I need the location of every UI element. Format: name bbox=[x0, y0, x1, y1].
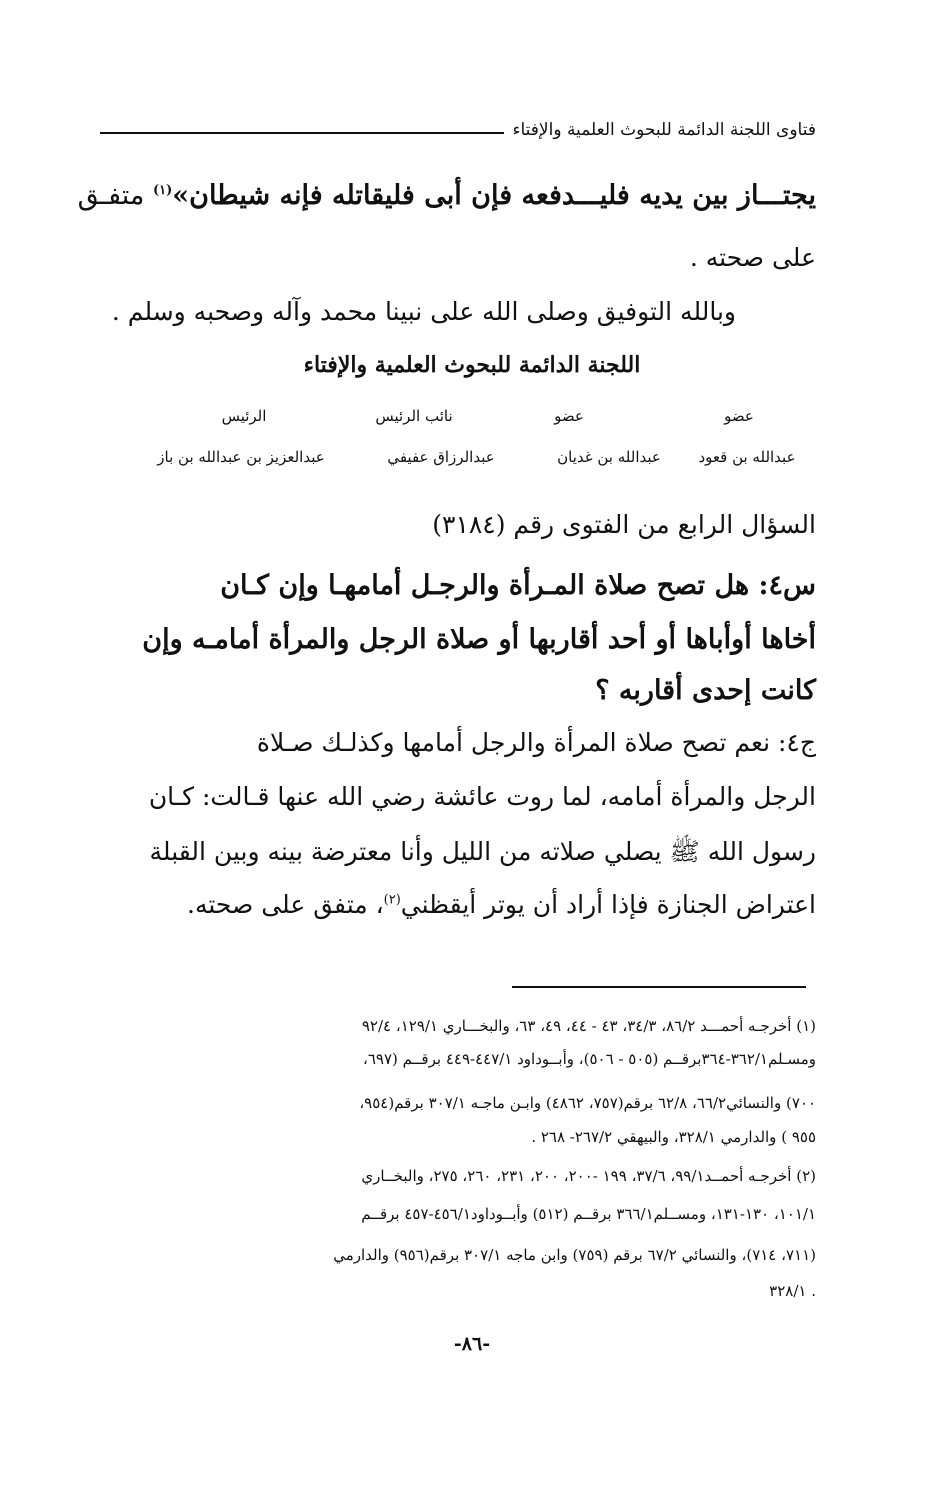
role-member-1: عضو bbox=[724, 407, 754, 425]
question-line-3: كانت إحدى أقاربه ؟ bbox=[595, 675, 816, 706]
hadith-tail: متفـق bbox=[77, 180, 153, 211]
answer-line-3: رسول الله ﷺ يصلي صلاته من الليل وأنا معترضة بينه وبين القبلة bbox=[149, 837, 816, 866]
footnote-line: ٩٥٥ ) والدارمي ٣٢٨/١، والبيهقي ٢٦٧/٢- ٢٦٨ . bbox=[531, 1128, 816, 1146]
footnote-separator bbox=[512, 986, 806, 988]
answer-text-end: اعتراض الجنازة فإذا أراد أن يوتر أيقظني bbox=[400, 890, 816, 919]
question-line-1: س٤: هل تصح صلاة المـرأة والرجـل أمامهـا وإن كـان bbox=[220, 570, 816, 601]
role-chair: الرئيس bbox=[221, 407, 267, 425]
signatory-names bbox=[100, 448, 812, 478]
header-rule bbox=[100, 132, 504, 134]
role-member-2: عضو bbox=[554, 407, 584, 425]
running-header bbox=[100, 112, 816, 148]
question-line-2: أخاها أوأباها أو أحد أقاربها أو صلاة الرجل والمرأة أمامـه وإن bbox=[142, 624, 816, 655]
hadith-line-2: على صحته . bbox=[689, 243, 816, 272]
footnote-line: ومسـلم٣٦٢/١-٣٦٤برقــم (٥٠٥ - ٥٠٦)، وأبــوداود ٤٤٧/١-٤٤٩ برقــم (٦٩٧، bbox=[363, 1050, 816, 1068]
name-chair: عبدالعزيز بن عبدالله بن باز bbox=[157, 448, 325, 466]
footnote-line: ٧٠٠) والنسائي٦٦/٢، ٦٢/٨ برقم(٧٥٧، ٤٨٦٢) وابـن ماجـه ٣٠٧/١ برقم(٩٥٤، bbox=[359, 1094, 816, 1112]
role-vice-chair: نائب الرئيس bbox=[375, 407, 453, 425]
running-title: فتاوى اللجنة الدائمة للبحوث العلمية والإفتاء bbox=[512, 120, 816, 140]
page-number: -٨٦- bbox=[453, 1333, 491, 1355]
footnote-ref-1[interactable]: (١) bbox=[152, 183, 173, 198]
footnote-line: . ٣٢٨/١ bbox=[769, 1282, 816, 1300]
name-member-1: عبدالله بن قعود bbox=[698, 448, 796, 466]
fatwa-title: السؤال الرابع من الفتوى رقم (٣١٨٤) bbox=[432, 510, 816, 539]
answer-tail: ، متفق على صحته. bbox=[187, 890, 384, 919]
hadith-line-1 bbox=[77, 180, 816, 211]
footnote-line: ١٠١/١، ١٣٠-١٣١، ومســلم٣٦٦/١ برقــم (٥١٢) وأبــوداود٤٥٦/١-٤٥٧ برقــم bbox=[361, 1205, 816, 1223]
signatory-roles bbox=[100, 407, 784, 437]
footnote-line: (٢) أخرجـه أحمــد٩٩/١، ٣٧/٦، ١٩٩ -٢٠٠، ٢٠٠، ٢٣١، ٢٦٠، ٢٧٥، والبخــاري bbox=[361, 1167, 816, 1185]
committee-heading: اللجنة الدائمة للبحوث العلمية والإفتاء bbox=[303, 352, 641, 378]
answer-line-2: الرجل والمرأة أمامه، لما روت عائشة رضي الله عنها قـالت: كـان bbox=[148, 782, 816, 811]
footnote-ref-2[interactable]: (٢) bbox=[383, 892, 401, 908]
name-vice-chair: عبدالرزاق عفيفي bbox=[387, 448, 495, 466]
closing-formula: وبالله التوفيق وصلى الله على نبينا محمد وآله وصحبه وسلم . bbox=[111, 297, 736, 326]
answer-line-1: ج٤: نعم تصح صلاة المرأة والرجل أمامها وكذلـك صـلاة bbox=[256, 728, 816, 757]
name-member-2: عبدالله بن غديان bbox=[557, 448, 661, 466]
answer-line-4 bbox=[100, 890, 816, 919]
footnote-line: (١) أخرجـه أحمـــد ٨٦/٢، ٣٤/٣، ٤٣ - ٤٤، ٤٩، ٦٣، والبخـــاري ١٢٩/١، ٩٢/٤ bbox=[361, 1017, 816, 1035]
hadith-text: يجتـــاز بين يديه فليـــدفعه فإن أبى فليقاتله فإنه شيطان» bbox=[172, 180, 816, 211]
footnote-line: (٧١١، ٧١٤)، والنسائي ٦٧/٢ برقم (٧٥٩) وابن ماجه ٣٠٧/١ برقم(٩٥٦) والدارمي bbox=[333, 1246, 816, 1264]
